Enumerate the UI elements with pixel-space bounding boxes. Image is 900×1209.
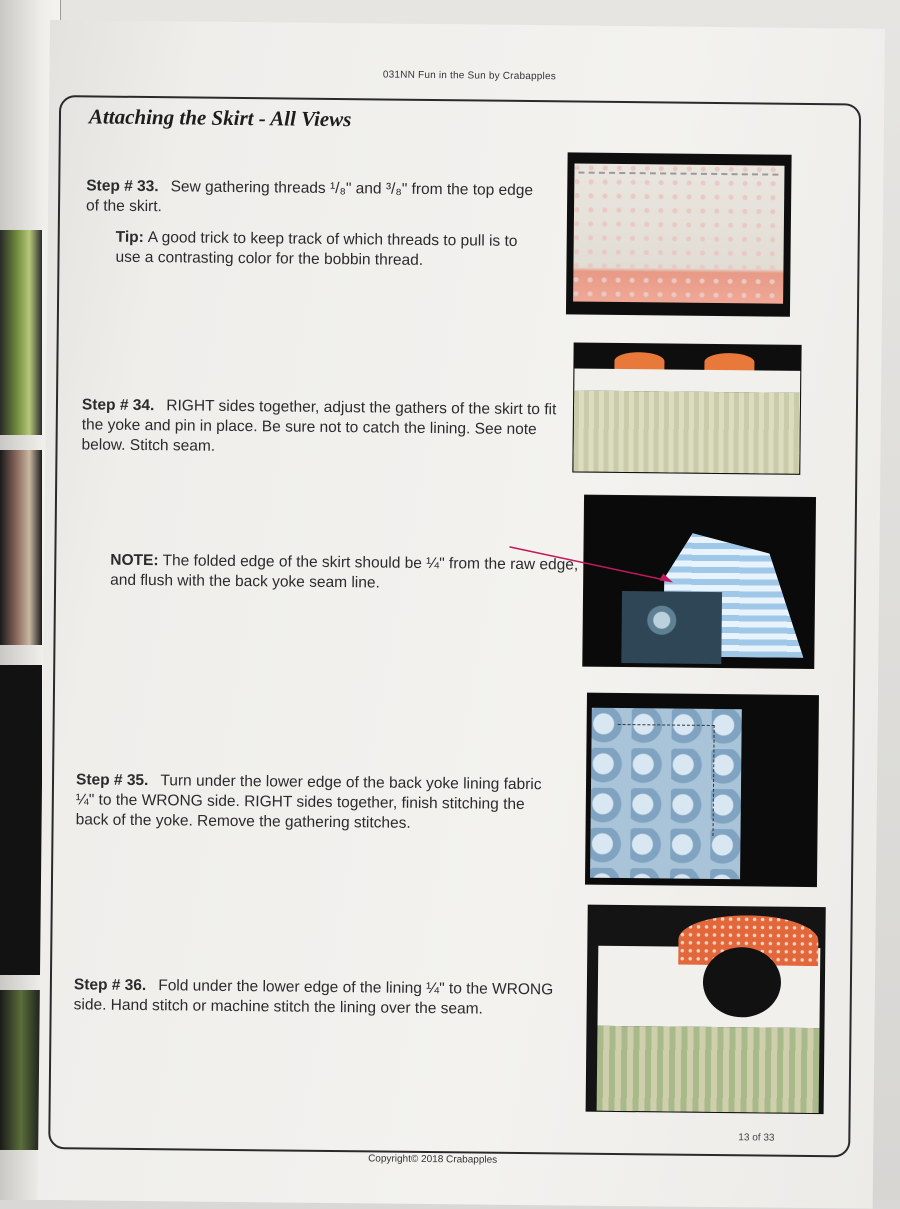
left-page-photo [0,450,45,645]
shoulder-strap [704,353,754,372]
step-text: Sew gathering threads ¹/₈" and ³/₈" from the top edge of the skirt. [85,178,534,216]
step-33-photo [567,153,791,315]
step-33 [86,176,546,221]
step-label: Step # 33. [86,177,159,196]
step-35 [76,770,557,835]
skirt-fabric [573,164,784,304]
step-35-photo [586,694,818,886]
step-label: Step # 35. [75,771,149,790]
step-34 [81,395,582,460]
gathered-skirt [597,1026,820,1113]
pointer-arrow [507,545,687,587]
neck-opening [703,947,782,1018]
floral-fabric [621,591,722,664]
step-label: Step # 36. [73,976,147,995]
yoke [574,369,800,393]
step-34-photo [573,344,800,474]
page-number: 13 of 33 [738,1132,775,1144]
tip-text: A good trick to keep track of which threads to pull is to use a contrasting color for the bobbin thread. [115,229,518,269]
note-label: NOTE: [110,551,159,570]
tip-label: Tip: [115,228,144,246]
document-header: 031NN Fun in the Sun by Crabapples [382,69,556,83]
note-text: The folded edge of the skirt should be ¼" from the raw edge, and flush with the back yoke seam line. [110,552,579,592]
step-text: Turn under the lower edge of the back yoke lining fabric ¼" to the WRONG side. RIGHT sides together, finish stitching the back of the yoke. Remove the gathering stitches. [75,772,542,832]
step-text: RIGHT sides together, adjust the gathers of the skirt to fit the yoke and pin in place. Be sure not to catch the lining. See note below. Stitch seam. [81,397,557,455]
step-36-photo [587,906,825,1113]
step-text: Fold under the lower edge of the lining ¼" to the WRONG side. Hand stitch or machine stitch the lining over the seam. [73,977,554,1018]
left-page-photo [0,230,45,435]
tip-block [115,228,535,272]
instruction-page [38,20,885,1209]
gathered-skirt [573,391,800,474]
step-36 [74,975,554,1020]
step-label: Step # 34. [81,396,155,415]
shoulder-strap [614,352,664,371]
section-title: Attaching the Skirt - All Views [88,104,352,132]
stitch-line [616,724,714,836]
copyright: Copyright© 2018 Crabapples [368,1153,498,1166]
left-page-photo [0,665,45,975]
